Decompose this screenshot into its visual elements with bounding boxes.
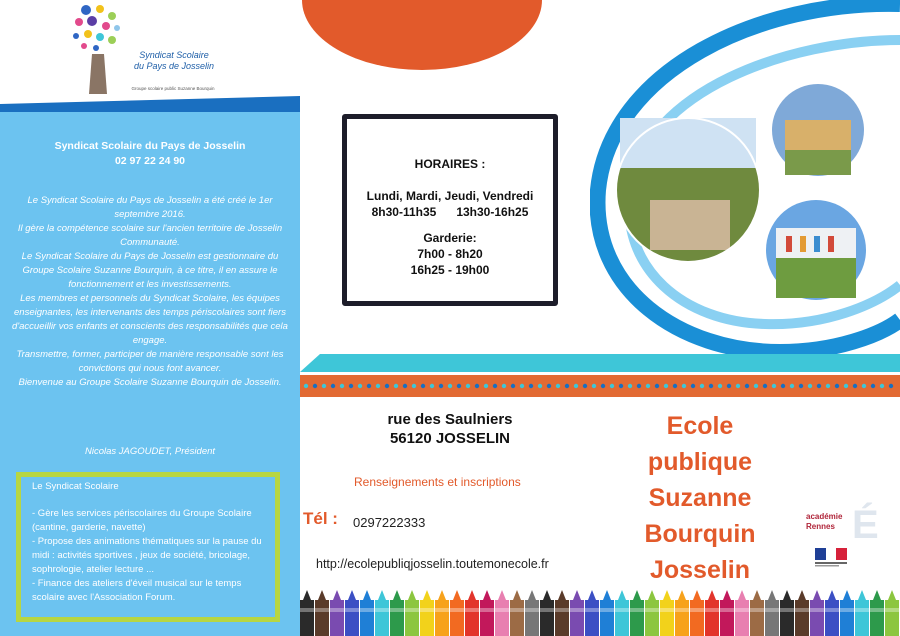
decor-dot (628, 384, 632, 388)
decor-dot (646, 384, 650, 388)
intro-paragraph: Transmettre, former, participer de manière responsable sont les convictions qui nous font avancer. (16, 349, 284, 374)
decor-dot (871, 384, 875, 388)
decor-dot (727, 384, 731, 388)
decor-dot (538, 384, 542, 388)
decor-dot (709, 384, 713, 388)
garderie-morning: 7h00 - 8h20 (417, 247, 483, 261)
crayon (510, 590, 524, 636)
hours-text (348, 156, 552, 278)
academie-line2: Rennes (806, 522, 835, 531)
crayon (465, 590, 479, 636)
crayon (420, 590, 434, 636)
decor-dot (511, 384, 515, 388)
crayon (705, 590, 719, 636)
decor-dot (655, 384, 659, 388)
crayon (345, 590, 359, 636)
crayon (615, 590, 629, 636)
decor-dot (826, 384, 830, 388)
intro-paragraph: Bienvenue au Groupe Scolaire Suzanne Bourquin de Josselin. (18, 377, 282, 388)
decor-dot (601, 384, 605, 388)
crayon (855, 590, 869, 636)
academie-line1: académie (806, 512, 843, 521)
decor-dot (367, 384, 371, 388)
decor-dot (412, 384, 416, 388)
crayon (735, 590, 749, 636)
decor-dot (574, 384, 578, 388)
crayons-decoration (300, 590, 900, 636)
decor-dot (358, 384, 362, 388)
crayon (585, 590, 599, 636)
crayon (315, 590, 329, 636)
crayon (885, 590, 899, 636)
address (360, 410, 540, 448)
decor-dot (790, 384, 794, 388)
decor-dot (754, 384, 758, 388)
crayon (300, 590, 314, 636)
crayon (450, 590, 464, 636)
crayon (375, 590, 389, 636)
intro-paragraph: Les membres et personnels du Syndicat Scolaire, les équipes enseignantes, les intervenants des temps périscolaires sont fiers d'accueillir vos enfants et conscients des responsabilités que cela engage. (12, 293, 288, 346)
crayon (810, 590, 824, 636)
decor-dot (763, 384, 767, 388)
decor-dot (844, 384, 848, 388)
decor-dot (529, 384, 533, 388)
crayon (570, 590, 584, 636)
decor-dot (565, 384, 569, 388)
crayon (555, 590, 569, 636)
decor-dot (331, 384, 335, 388)
address-city: 56120 JOSSELIN (389, 430, 511, 447)
decor-dot (889, 384, 893, 388)
decor-dot (610, 384, 614, 388)
crayon (390, 590, 404, 636)
crayon (870, 590, 884, 636)
decor-dot (448, 384, 452, 388)
decor-dot (475, 384, 479, 388)
services-title: Le Syndicat Scolaire (32, 481, 119, 492)
decor-dot (817, 384, 821, 388)
crayon (435, 590, 449, 636)
garderie-evening: 16h25 - 19h00 (410, 263, 490, 277)
hours-title: HORAIRES : (414, 157, 486, 171)
decor-dot (349, 384, 353, 388)
decor-dot (520, 384, 524, 388)
crayon (660, 590, 674, 636)
decor-dot (394, 384, 398, 388)
services-list (32, 507, 272, 605)
crayon (765, 590, 779, 636)
intro-text (12, 194, 288, 390)
decor-dot (493, 384, 497, 388)
logo-title (124, 50, 224, 72)
tel-label: Tél : (303, 509, 338, 528)
school-name-line: Suzanne (648, 484, 752, 512)
decor-dot (673, 384, 677, 388)
academie-text (806, 512, 842, 532)
decor-dot (304, 384, 308, 388)
decor-dot (808, 384, 812, 388)
crayon (330, 590, 344, 636)
orange-circle-decoration (302, 0, 542, 70)
decor-dot (340, 384, 344, 388)
org-title: Syndicat Scolaire du Pays de Josselin (54, 140, 246, 152)
intro-paragraph: Il gère la compétence scolaire sur l'ancien territoire de Josselin Communauté. (17, 223, 283, 248)
school-name-line: publique (647, 448, 753, 476)
crayon (630, 590, 644, 636)
decor-dot (592, 384, 596, 388)
svg-text:É: É (852, 503, 879, 546)
decor-dot (376, 384, 380, 388)
decor-dot (772, 384, 776, 388)
service-item: - Finance des ateliers d'éveil musical sur le temps scolaire avec l'Association Forum. (32, 578, 242, 603)
garderie-label: Garderie: (423, 231, 477, 245)
decor-dot (781, 384, 785, 388)
crayon (480, 590, 494, 636)
decor-dot (799, 384, 803, 388)
decor-dot (547, 384, 551, 388)
decor-dot (853, 384, 857, 388)
crayon (645, 590, 659, 636)
logo-title-line2: du Pays de Josselin (133, 61, 215, 71)
service-item: - Gère les services périscolaires du Groupe Scolaire (cantine, garderie, navette) (32, 508, 252, 533)
crayon (825, 590, 839, 636)
decor-dot (745, 384, 749, 388)
decor-dot (466, 384, 470, 388)
decor-dot (421, 384, 425, 388)
decor-dot (880, 384, 884, 388)
decor-dot (718, 384, 722, 388)
crayon (840, 590, 854, 636)
decor-dot (502, 384, 506, 388)
decor-dot (385, 384, 389, 388)
decor-dot (682, 384, 686, 388)
crayon (360, 590, 374, 636)
intro-paragraph: Le Syndicat Scolaire du Pays de Josselin a été créé le 1er septembre 2016. (27, 195, 273, 220)
signature: Nicolas JAGOUDET, Président (84, 446, 216, 457)
decor-dot (700, 384, 704, 388)
crayon (495, 590, 509, 636)
address-street: rue des Saulniers (387, 411, 513, 428)
intro-paragraph: Le Syndicat Scolaire du Pays de Josselin est gestionnaire du Groupe Scolaire Suzanne Bourquin, à ce titre, il en assure le fonctionnement et les investissements. (21, 251, 279, 290)
crayon (525, 590, 539, 636)
decor-dot (691, 384, 695, 388)
decor-dot (835, 384, 839, 388)
photo-swirl (590, 0, 900, 360)
decor-dot (664, 384, 668, 388)
crayon (750, 590, 764, 636)
decor-dot (484, 384, 488, 388)
decor-dot (322, 384, 326, 388)
crayon (690, 590, 704, 636)
decor-dot (313, 384, 317, 388)
decor-dot (736, 384, 740, 388)
org-phone: 02 97 22 24 90 (114, 155, 186, 167)
crayon (720, 590, 734, 636)
decor-dot (556, 384, 560, 388)
decor-dot (439, 384, 443, 388)
decor-dot (583, 384, 587, 388)
tree-logo-icon (70, 4, 125, 96)
decor-dot (619, 384, 623, 388)
hours-school: 8h30-11h35 13h30-16h25 (371, 205, 529, 219)
republique-francaise-flag-icon (815, 548, 847, 568)
decor-dot (637, 384, 641, 388)
website-link[interactable]: http://ecolepubliqjosselin.toutemonecole.fr (316, 557, 549, 571)
school-name (610, 408, 790, 588)
dot-row (302, 382, 898, 390)
decor-dot (403, 384, 407, 388)
logo-subtitle: Groupe scolaire public Suzanne Bourquin (131, 86, 215, 91)
logo-title-line1: Syndicat Scolaire (139, 50, 209, 60)
decor-dot (430, 384, 434, 388)
decor-dot (862, 384, 866, 388)
school-name-line: Bourquin (644, 520, 756, 548)
teal-strip (300, 354, 900, 372)
school-name-line: Ecole (666, 412, 734, 440)
crayon (405, 590, 419, 636)
service-item: - Propose des animations thématiques sur la pause du midi : activités sportives , jeux de société, bricolage, sophrologie, atelier lecture ... (32, 536, 262, 575)
crayon (795, 590, 809, 636)
crayon (780, 590, 794, 636)
school-name-line: Josselin (649, 556, 751, 584)
crayon (675, 590, 689, 636)
info-label: Renseignements et inscriptions (354, 475, 521, 489)
decor-dot (457, 384, 461, 388)
tel-value[interactable]: 0297222333 (353, 515, 426, 530)
hours-days: Lundi, Mardi, Jeudi, Vendredi (366, 189, 534, 203)
crayon (600, 590, 614, 636)
crayon (540, 590, 554, 636)
